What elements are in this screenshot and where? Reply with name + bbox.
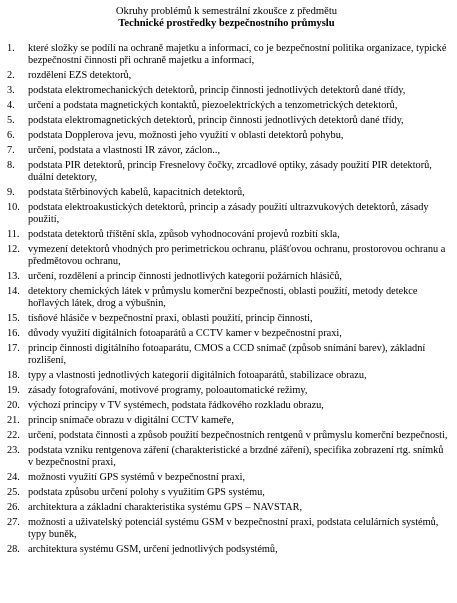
list-item [4, 100, 449, 112]
list-item [4, 370, 449, 382]
list-item-number: 3. [7, 85, 15, 96]
list-item-number: 11. [7, 229, 20, 240]
list-item [4, 328, 449, 340]
list-item [4, 229, 449, 241]
list-item [4, 244, 449, 268]
list-item-text: možnosti využití GPS systémů v bezpečnostní praxi, [28, 472, 246, 483]
list-item-text: architektura systému GSM, určení jednotlivých podsystémů, [28, 544, 278, 555]
list-item-number: 13. [7, 271, 20, 282]
list-item [4, 385, 449, 397]
list-item-number: 25. [7, 487, 20, 498]
list-item [4, 115, 449, 127]
list-item [4, 343, 449, 367]
list-item-number: 10. [7, 202, 20, 213]
list-item-number: 18. [7, 370, 20, 381]
list-item [4, 271, 449, 283]
topic-list [4, 43, 449, 556]
list-item-text: podstata detektorů tříštění skla, způsob vyhodnocování projevů rozbití skla, [28, 229, 340, 240]
list-item-text: výchozí principy v TV systémech, podstata řádkového rozkladu obrazu, [28, 400, 324, 411]
list-item-number: 8. [7, 160, 15, 171]
list-item-text: vymezení detektorů vhodných pro perimetrickou ochranu, plášťovou ochranu, prostorovou ochranu a předmětovou ochranu, [28, 244, 446, 267]
list-item-text: určení, rozdělení a princip činnosti jednotlivých kategorií požárních hlásičů, [28, 271, 342, 282]
list-item-text: které složky se podílí na ochraně majetku a informací, co je bezpečnostní politika organizace, typické bezpečnostní činnosti při ochraně majetku a informací, [28, 43, 447, 66]
list-item-text: podstata elektromechanických detektorů, princip činnosti jednotlivých detektorů dané třídy, [28, 85, 406, 96]
list-item-text: podstata elektromagnetických detektorů, princip činnosti jednotlivých detektorů dané třídy, [28, 115, 404, 126]
list-item [4, 400, 449, 412]
list-item-number: 9. [7, 187, 15, 198]
list-item-text: podstata štěrbinových kabelů, kapacitních detektorů, [28, 187, 245, 198]
list-item [4, 415, 449, 427]
list-item-number: 4. [7, 100, 15, 111]
list-item-text: určení, podstata a vlastnosti IR závor, záclon.., [28, 145, 221, 156]
list-item-number: 28. [7, 544, 20, 555]
list-item [4, 286, 449, 310]
list-item-text: podstata Dopplerova jevu, možnosti jeho využití v oblasti detektorů pohybu, [28, 130, 344, 141]
list-item-text: určení, podstata činnosti a způsob použití bezpečnostních rentgenů v průmyslu komerční bezpečnosti, [28, 430, 448, 441]
list-item-text: detektory chemických látek v průmyslu komerční bezpečnosti, oblasti použití, metody detekce hořlavých látek, drog a výbušnin, [28, 286, 418, 309]
list-item [4, 472, 449, 484]
list-item-number: 27. [7, 517, 20, 528]
list-item-text: tísňové hlásiče v bezpečnostní praxi, oblasti použití, princip činnosti, [28, 313, 313, 324]
list-item-number: 7. [7, 145, 15, 156]
list-item [4, 544, 449, 556]
list-item-number: 24. [7, 472, 20, 483]
title-line-2: Technické prostředky bezpečnostního průmyslu [118, 18, 335, 29]
list-item [4, 502, 449, 514]
list-item-text: typy a vlastnosti jednotlivých kategorií digitálních fotoaparátů, stabilizace obrazu, [28, 370, 367, 381]
list-item-number: 21. [7, 415, 20, 426]
list-item-text: určení a podstata magnetických kontaktů, piezoelektrických a tenzometrických detektorů, [28, 100, 398, 111]
list-item-text: podstata elektroakustických detektorů, princip a zásady použití ultrazvukových detektorů, zásady použití, [28, 202, 429, 225]
list-item-text: podstata způsobu určení polohy s využitím GPS systému, [28, 487, 265, 498]
list-item-text: princip činnosti digitálního fotoaparátu, CMOS a CCD snímač (způsob snímání barev), základní rozlišení, [28, 343, 426, 366]
list-item-number: 17. [7, 343, 20, 354]
list-item [4, 85, 449, 97]
list-item-text: podstata PIR detektorů, princip Fresnelovy čočky, zrcadlové optiky, zásady použití PIR detektorů, duální detektory, [28, 160, 432, 183]
list-item [4, 202, 449, 226]
list-item-number: 16. [7, 328, 20, 339]
list-item-text: podstata vzniku rentgenova záření (charakteristické a brzdné záření), specifika zobrazení rtg. snímků v bezpečnostní praxi, [28, 445, 444, 468]
list-item-text: zásady fotografování, motivové programy, poloautomatické režimy, [28, 385, 308, 396]
list-item-text: princip snímače obrazu v digitální CCTV kameře, [28, 415, 234, 426]
list-item-number: 12. [7, 244, 20, 255]
list-item [4, 160, 449, 184]
list-item-number: 19. [7, 385, 20, 396]
list-item [4, 43, 449, 67]
list-item-text: architektura a základní charakteristika systému GPS – NAVSTAR, [28, 502, 303, 513]
list-item-number: 5. [7, 115, 15, 126]
title-line-1: Okruhy problémů k semestrální zkoušce z předmětu [115, 6, 338, 17]
list-item [4, 187, 449, 199]
list-item [4, 130, 449, 142]
list-item-number: 22. [7, 430, 20, 441]
list-item-number: 23. [7, 445, 20, 456]
list-item-number: 26. [7, 502, 20, 513]
list-item [4, 145, 449, 157]
list-item-text: důvody využití digitálních fotoaparátů a CCTV kamer v bezpečnostní praxi, [28, 328, 342, 339]
list-item [4, 517, 449, 541]
document-title [4, 6, 449, 30]
list-item-text: rozdělení EZS detektorů, [28, 70, 132, 81]
list-item-number: 1. [7, 43, 15, 54]
list-item-number: 20. [7, 400, 20, 411]
list-item-number: 14. [7, 286, 20, 297]
list-item [4, 70, 449, 82]
list-item-number: 15. [7, 313, 20, 324]
list-item-number: 2. [7, 70, 15, 81]
list-item [4, 430, 449, 442]
list-item [4, 445, 449, 469]
list-item [4, 313, 449, 325]
list-item [4, 487, 449, 499]
list-item-text: možnosti a uživatelský potenciál systému GSM v bezpečnostní praxi, podstata celulárních systémů, typy buněk, [28, 517, 439, 540]
list-item-number: 6. [7, 130, 15, 141]
